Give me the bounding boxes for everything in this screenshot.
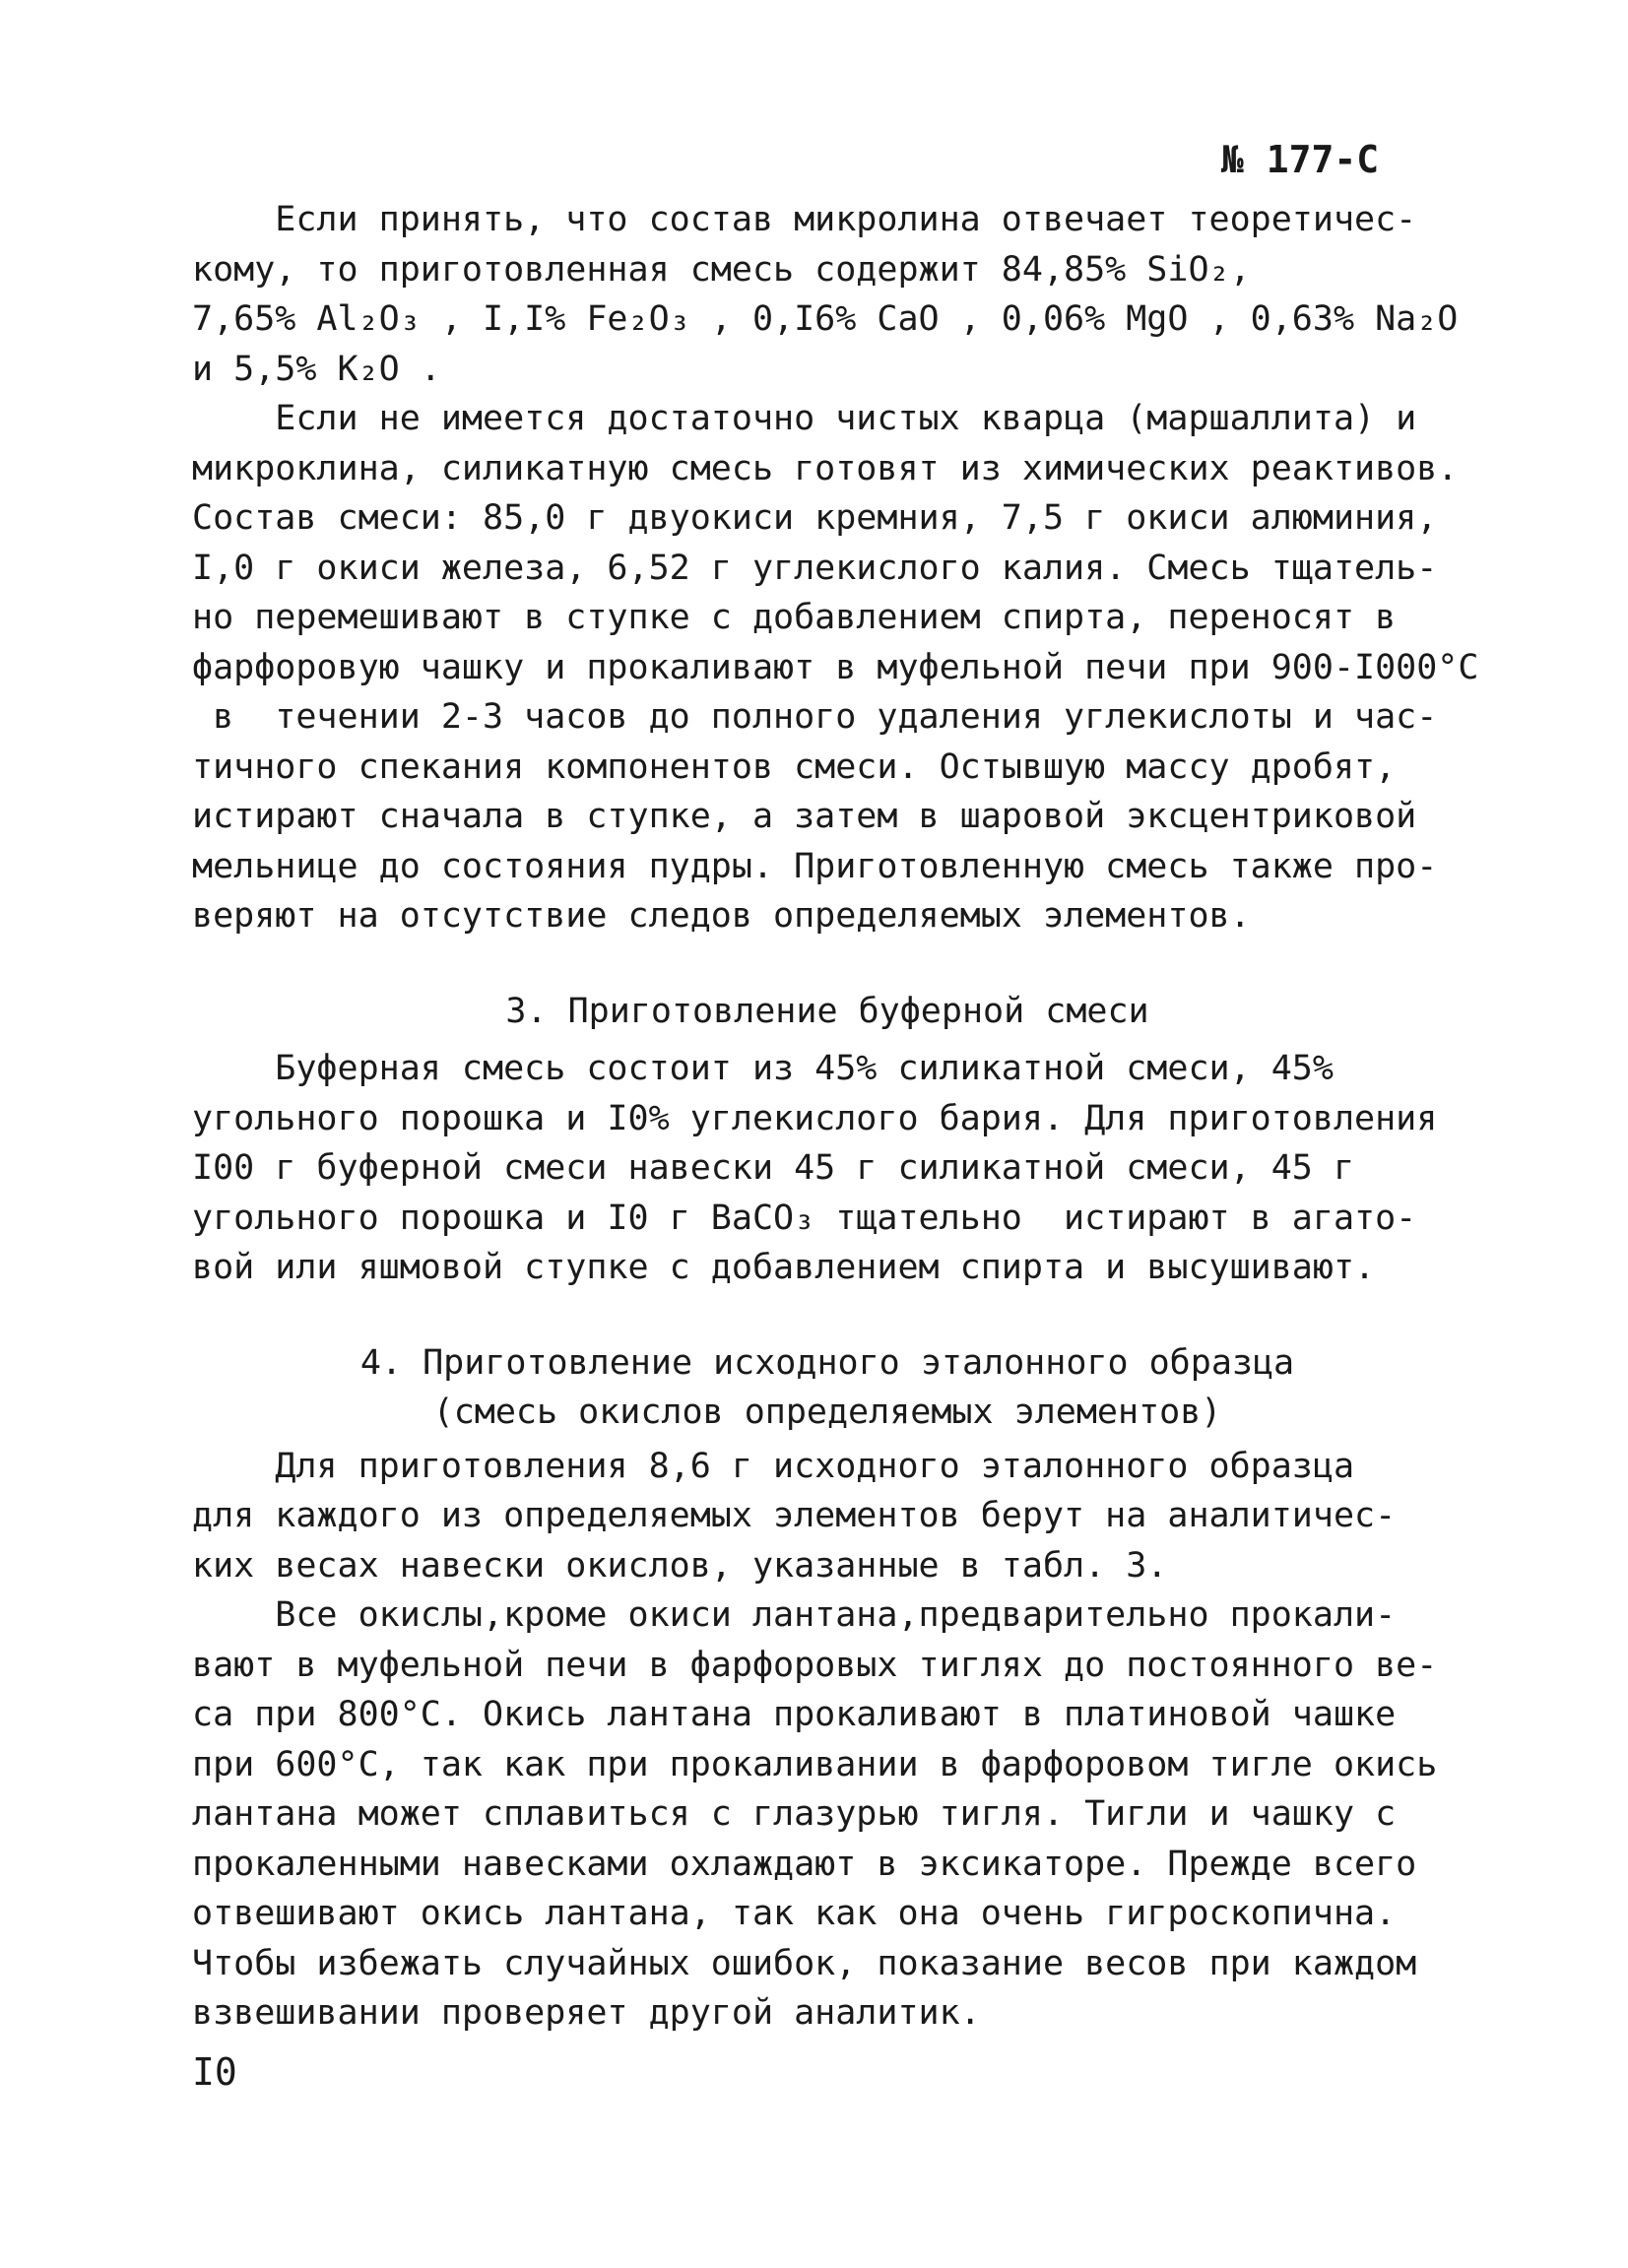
text-line: прокаленными навесками охлаждают в эксикаторе. Прежде всего [192, 1844, 1417, 1884]
text-line: отвешивают окись лантана, так как она очень гигроскопична. [192, 1894, 1397, 1933]
section-4-subheading: (смесь окислов определяемых элементов) [432, 1393, 1222, 1432]
text-line: ких весах навески окислов, указанные в табл. 3. [192, 1545, 1168, 1586]
text-line: в течении 2-3 часов до полного удаления углекислоты и час- [192, 697, 1438, 737]
text-line: Чтобы избежать случайных ошибок, показание весов при каждом [192, 1943, 1417, 1983]
document-body [192, 195, 1479, 2039]
text-line: мельнице до состояния пудры. Приготовленную смесь также про- [192, 846, 1438, 886]
text-line: для каждого из определяемых элементов берут на аналитичес- [192, 1496, 1397, 1535]
paragraph-reference-sample [192, 1442, 1463, 1591]
text-line: Все окислы,кроме окиси лантана,предварительно прокали- [192, 1595, 1397, 1635]
text-line: угольного порошка и I0% углекислого бария. Для приготовления [192, 1098, 1438, 1138]
text-line: взвешивании проверяет другой аналитик. [192, 1993, 981, 2033]
text-line: I00 г буферной смеси навески 45 г силикатной смеси, 45 г [192, 1148, 1355, 1188]
text-line: лантана может сплавиться с глазурью тигля. Тигли и чашку с [192, 1794, 1397, 1834]
text-line: I,0 г окиси железа, 6,52 г углекислого калия. Смесь тщатель- [192, 548, 1438, 588]
paragraph-calcination [192, 1590, 1463, 2039]
text-line: и 5,5% K₂O . [192, 349, 441, 389]
text-line: Состав смеси: 85,0 г двуокиси кремния, 7,5 г окиси алюминия, [192, 498, 1438, 538]
section-4-heading: 4. Приготовление исходного эталонного образца [359, 1342, 1295, 1383]
text-line: Если не имеется достаточно чистых кварца (маршаллита) и [192, 399, 1417, 438]
section-gap [192, 941, 1463, 987]
text-line: при 600°С, так как при прокаливании в фарфоровом тигле окись [192, 1744, 1438, 1784]
section-gap [192, 1293, 1463, 1338]
text-line: Если принять, что состав микролина отвечает теоретичес- [192, 200, 1417, 239]
text-line: фарфоровую чашку и прокаливают в муфельной печи при 900-I000°С [192, 647, 1479, 687]
section-gap [192, 1036, 1463, 1044]
text-line: микроклина, силикатную смесь готовят из химических реактивов. [192, 448, 1459, 488]
text-line: угольного порошка и I0 г BaCO₃ тщательно истирают в агато- [192, 1198, 1417, 1238]
text-line: тичного спекания компонентов смеси. Остывшую массу дробят, [192, 746, 1397, 787]
text-line: веряют на отсутствие следов определяемых элементов. [192, 896, 1251, 936]
text-line: истирают сначала в ступке, а затем в шаровой эксцентриковой [192, 797, 1417, 836]
paragraph-buffer-mixture [192, 1044, 1463, 1293]
text-line: Для приготовления 8,6 г исходного эталонного образца [192, 1446, 1355, 1486]
paragraph-composition [192, 195, 1463, 394]
text-line: са при 800°С. Окись лантана прокаливают в платиновой чашке [192, 1695, 1397, 1734]
paragraph-chemical-reagents [192, 394, 1479, 941]
text-line: вают в муфельной печи в фарфоровых тиглях до постоянного ве- [192, 1645, 1438, 1685]
text-line: кому, то приготовленная смесь содержит 84,85% SiO₂, [192, 249, 1251, 290]
text-line: но перемешивают в ступке с добавлением спирта, переносят в [192, 598, 1397, 637]
document-number: № 177-С [1221, 138, 1380, 181]
text-line: Буферная смесь состоит из 45% силикатной смеси, 45% [192, 1049, 1334, 1088]
text-line: 7,65% Al₂O₃ , I,I% Fe₂O₃ , 0,I6% CaO , 0,06% MgO , 0,63% Na₂O [192, 299, 1459, 339]
section-3-heading: 3. Приготовление буферной смеси [505, 991, 1149, 1031]
text-line: вой или яшмовой ступке с добавлением спирта и высушивают. [192, 1248, 1376, 1287]
page-number: I0 [192, 2050, 237, 2094]
